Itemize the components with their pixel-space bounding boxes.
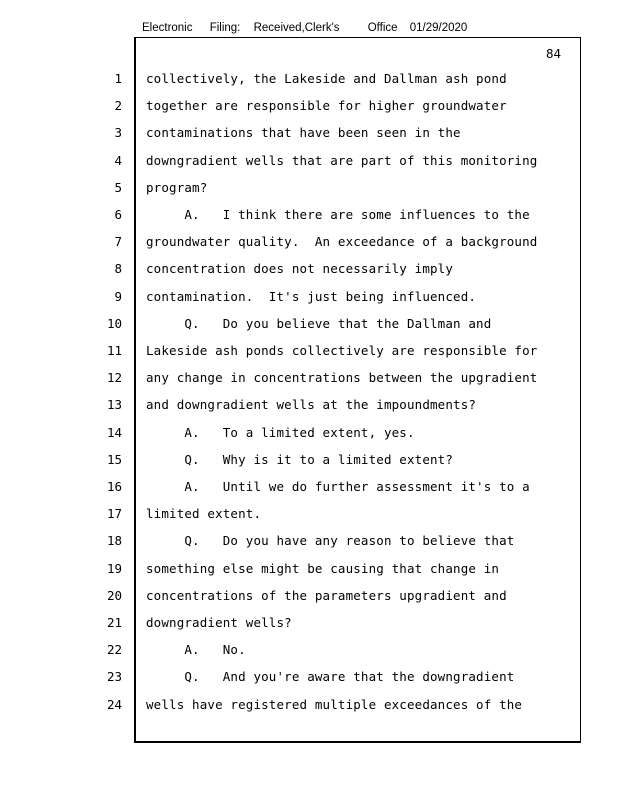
page-number: 84 [546,46,562,61]
line-text: together are responsible for higher groundwater [146,98,507,113]
line-number: 19 [106,561,122,576]
line-text: concentration does not necessarily imply [146,261,454,276]
header-received: Received,Clerk's [253,22,340,34]
header-electronic: Electronic [142,22,193,34]
line-text: concentrations of the parameters upgradient and [146,588,507,603]
line-text: downgradient wells that are part of this monitoring [146,153,538,168]
line-text: contaminations that have been seen in the [146,125,461,140]
line-number: 22 [106,642,122,657]
line-number: 8 [114,261,122,276]
header-date: 01/29/2020 [409,22,468,34]
filing-stamp-header [142,22,467,34]
line-number: 11 [106,343,122,358]
line-text: program? [146,180,208,195]
line-number: 16 [106,479,122,494]
line-text: contamination. It's just being influenced. [146,289,477,304]
line-number: 17 [106,506,122,521]
transcript-page-border [134,37,581,743]
line-number: 21 [106,615,122,630]
header-office: Office [367,22,398,34]
line-text: A. I think there are some influences to the [146,207,530,222]
line-number: 15 [106,452,122,467]
line-text: Q. Do you have any reason to believe that [146,533,515,548]
line-text: limited extent. [146,506,262,521]
line-number: 1 [114,71,122,86]
line-number: 6 [114,207,122,222]
line-text: groundwater quality. An exceedance of a background [146,234,538,249]
line-number: 24 [106,697,122,712]
line-text: something else might be causing that change in [146,561,500,576]
line-number: 10 [106,316,122,331]
line-text: and downgradient wells at the impoundments? [146,397,477,412]
line-number: 13 [106,397,122,412]
line-number: 14 [106,425,122,440]
line-text: Lakeside ash ponds collectively are responsible for [146,343,538,358]
line-number: 23 [106,669,122,684]
line-text: collectively, the Lakeside and Dallman ash pond [146,71,507,86]
line-text: A. Until we do further assessment it's to a [146,479,530,494]
line-text: Q. And you're aware that the downgradient [146,669,515,684]
line-number: 2 [114,98,122,113]
line-text: any change in concentrations between the upgradient [146,370,538,385]
line-number: 5 [114,180,122,195]
header-filing: Filing: [209,22,241,34]
line-text: downgradient wells? [146,615,292,630]
line-number: 7 [114,234,122,249]
line-text: A. No. [146,642,246,657]
line-text: A. To a limited extent, yes. [146,425,415,440]
line-number: 20 [106,588,122,603]
line-number: 9 [114,289,122,304]
line-number: 3 [114,125,122,140]
line-number: 4 [114,153,122,168]
line-number: 18 [106,533,122,548]
line-text: Q. Do you believe that the Dallman and [146,316,492,331]
line-number: 12 [106,370,122,385]
line-text: wells have registered multiple exceedances of the [146,697,523,712]
line-text: Q. Why is it to a limited extent? [146,452,454,467]
